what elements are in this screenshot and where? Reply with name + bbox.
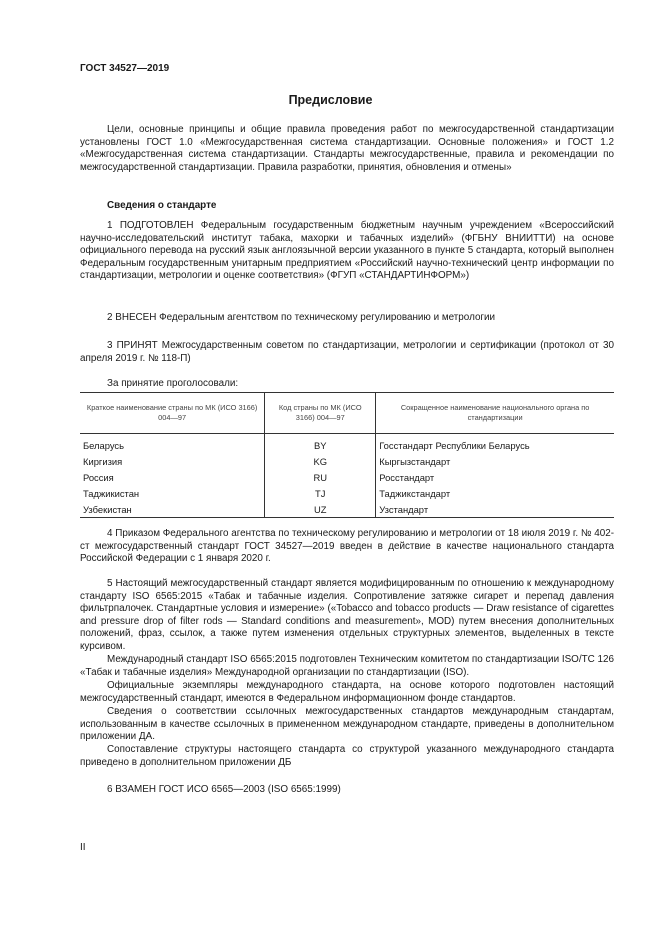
- item-5-paragraph-5: Сопоставление структуры настоящего стандарта со структурой указанного международного стандарта приведено в дополнительном приложении ДБ: [80, 744, 614, 768]
- vote-table-header-row: [80, 393, 614, 434]
- table-cell-code: TJ: [265, 485, 376, 501]
- table-cell-body: Росстандарт: [376, 469, 614, 485]
- table-cell-country: Киргизия: [83, 455, 123, 467]
- table-row: [80, 469, 614, 485]
- table-cell-body: Таджикстандарт: [376, 485, 614, 501]
- table-cell-body: Госстандарт Республики Беларусь: [376, 434, 614, 454]
- table-cell-code: BY: [265, 434, 376, 454]
- item-5-paragraph-2: Международный стандарт ISO 6565:2015 подготовлен Техническим комитетом по стандартизации ISO/TC 126 «Табак и табачные изделия» Международной организации по стандартизации (ISO).: [80, 654, 614, 678]
- table-cell-country: Беларусь: [83, 439, 125, 451]
- table-cell-code: UZ: [265, 501, 376, 518]
- item-5-paragraph-3: Официальные экземпляры международного стандарта, на основе которого подготовлен настоящий межгосударственный стандарт, имеются в Федеральном информационном фонде стандартов.: [80, 680, 614, 704]
- item-1-paragraph: 1 ПОДГОТОВЛЕН Федеральным государственным бюджетным научным учреждением «Всероссийский научно-исследовательский институт табака, махорки и табачных изделий» (ФГБНУ ВНИИТТИ) на основе официального перевода на русский язык англоязычной версии указанного в пункте 5 стандарта, который выполнен Федеральным государственным унитарным предприятием «Российский научно-технический центр информации по стандартизации, метрологии и оценке соответствия» (ФГУП «СТАНДАРТИНФОРМ»): [80, 220, 614, 282]
- section-heading: Сведения о стандарте: [107, 200, 217, 211]
- intro-paragraph: Цели, основные принципы и общие правила проведения работ по межгосударственной стандартизации установлены ГОСТ 1.0 «Межгосударственная система стандартизации. Основные положения» и ГОСТ 1.2 «Межгосударственная система стандартизации. Стандарты межгосударственные, правила и рекомендации по межгосударственной стандартизации. Правила разработки, принятия, обновления и отмены»: [80, 124, 614, 173]
- vote-table: [80, 392, 614, 518]
- table-cell-code: RU: [265, 469, 376, 485]
- item-5-paragraph-4: Сведения о соответствии ссылочных межгосударственных стандартов международным стандартам, использованным в качестве ссылочных в примененном международном стандарте, приведены в дополнительном приложении ДА.: [80, 706, 614, 743]
- item-4-paragraph: 4 Приказом Федерального агентства по техническому регулированию и метрологии от 18 июля 2019 г. № 402-ст межгосударственный стандарт ГОСТ 34527—2019 введен в действие в качестве национального стандарта Российской Федерации с 1 января 2020 г.: [80, 528, 614, 565]
- page-number: II: [80, 842, 86, 853]
- table-cell-country: Таджикистан: [83, 487, 140, 499]
- standard-code-header: ГОСТ 34527—2019: [80, 63, 170, 74]
- table-row: [80, 501, 614, 518]
- item-6-paragraph: 6 ВЗАМЕН ГОСТ ИСО 6565—2003 (ISO 6565:1999): [107, 784, 341, 795]
- item-2-paragraph: 2 ВНЕСЕН Федеральным агентством по техническому регулированию и метрологии: [107, 312, 496, 323]
- table-cell-code: KG: [265, 453, 376, 469]
- vote-table-header-body: Сокращенное наименование национального органа по стандартизации: [376, 393, 614, 434]
- table-cell-country: Россия: [83, 471, 114, 483]
- table-cell-body: Узстандарт: [376, 501, 614, 518]
- vote-table-header-code: Код страны по МК (ИСО 3166) 004—97: [265, 393, 376, 434]
- vote-table-header-country: Краткое наименование страны по МК (ИСО 3166) 004—97: [80, 393, 265, 434]
- table-row: [80, 453, 614, 469]
- vote-intro: За принятие проголосовали:: [107, 378, 239, 389]
- page-title: Предисловие: [288, 93, 373, 107]
- table-cell-body: Кыргызстандарт: [376, 453, 614, 469]
- table-row: [80, 485, 614, 501]
- item-5-paragraph: 5 Настоящий межгосударственный стандарт является модифицированным по отношению к международному стандарту ISO 6565:2015 «Табак и табачные изделия. Сопротивление затяжке сигарет и перепад давления фильтрпалочек. Стандартные условия и измерение» («Tobacco and tobacco products — Draw resistance of cigarettes and pressure drop of filter rods — Standard conditions and measurement», MOD) путем внесения дополнительных положений, фраз, ссылок, а также путем изменения отдельных структурных элементов, выделенных в тексте курсивом.: [80, 578, 614, 652]
- table-cell-country: Узбекистан: [80, 501, 265, 518]
- table-row: [80, 434, 614, 454]
- item-3-paragraph: 3 ПРИНЯТ Межгосударственным советом по стандартизации, метрологии и сертификации (протокол от 30 апреля 2019 г. № 118-П): [80, 340, 614, 364]
